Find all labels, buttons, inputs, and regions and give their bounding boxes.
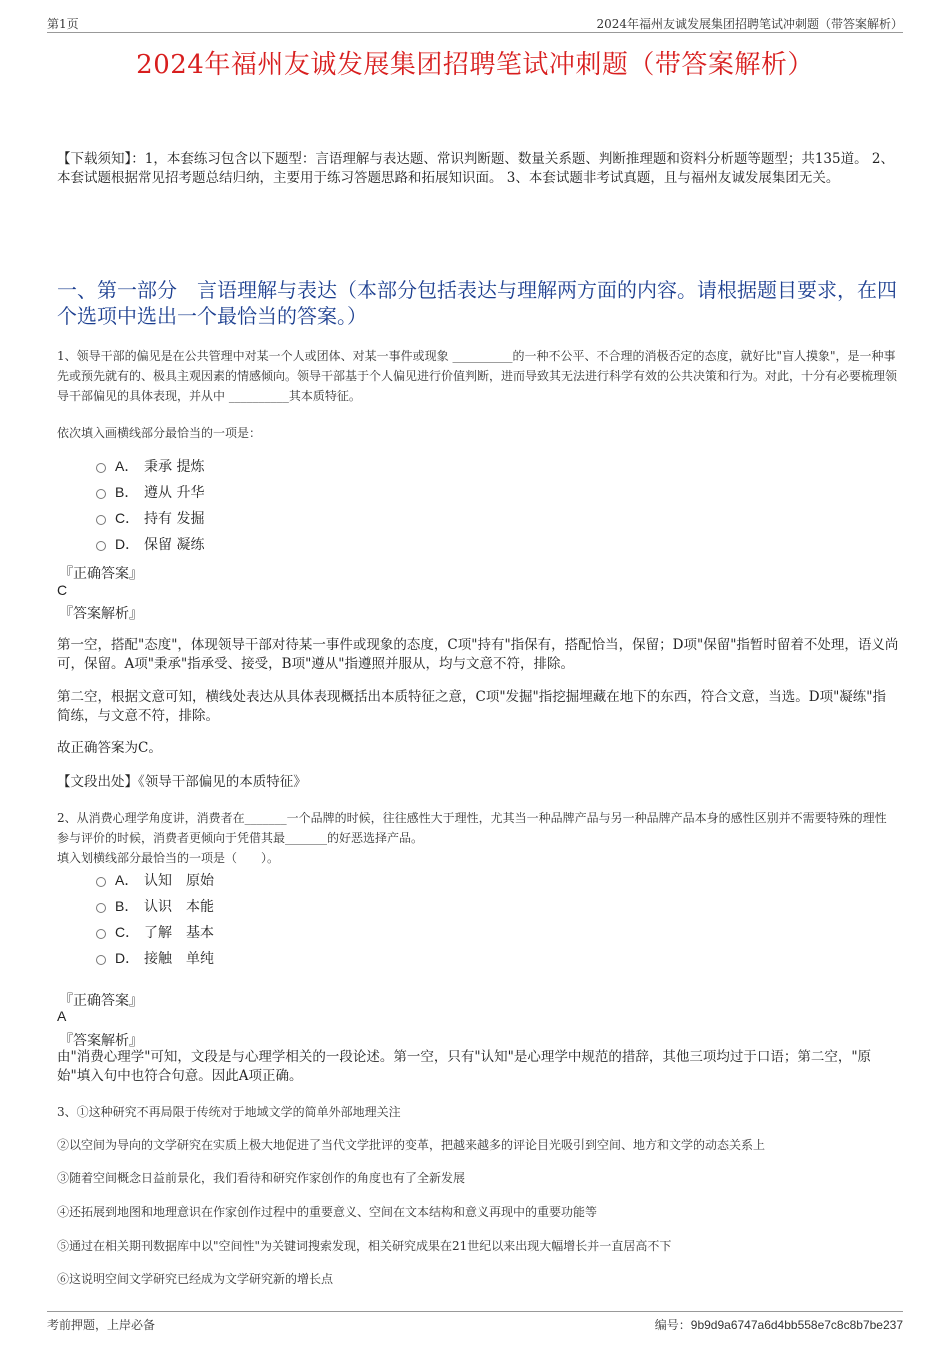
question-2-analysis-label: 『答案解析』 [59, 1033, 143, 1049]
question-1-answer-label: 『正确答案』 [59, 566, 143, 582]
option-letter: B． [115, 484, 139, 500]
option-text: 秉承 提炼 [144, 459, 205, 475]
question-2-option-d[interactable] [96, 945, 214, 971]
question-1-source: 【文段出处】《领导干部偏见的本质特征》 [57, 774, 307, 790]
question-3-item-5: ⑤通过在相关期刊数据库中以"空间性"为关键词搜索发现，相关研究成果在21世纪以来出现大幅增长并一直居高不下 [57, 1239, 672, 1253]
option-text: 保留 凝练 [144, 537, 205, 553]
question-1-option-d[interactable] [96, 531, 204, 557]
radio-button[interactable] [96, 541, 106, 551]
option-text: 了解 基本 [144, 925, 214, 941]
question-1-option-b[interactable] [96, 479, 204, 505]
option-text: 遵从 升华 [144, 485, 205, 501]
page-footer [47, 1311, 903, 1334]
radio-button[interactable] [96, 515, 106, 525]
question-1-option-a[interactable] [96, 453, 204, 479]
option-letter: A． [115, 872, 139, 888]
download-notice: 【下载须知】：1，本套练习包含以下题型：言语理解与表达题、常识判断题、数量关系题、判断推理题和资料分析题等题型；共135道。 2、本套试题根据常见招考题总结归纳，主要用于练习答题思路和拓展知识面。 3、本套试题非考试真题，且与福州友诚发展集团无关。 [57, 151, 894, 186]
question-2-option-a[interactable] [96, 867, 214, 893]
option-letter: D． [115, 536, 140, 552]
option-letter: A． [115, 458, 139, 474]
question-1-prompt: 依次填入画横线部分最恰当的一项是： [57, 426, 262, 440]
option-text: 认知 原始 [144, 873, 214, 889]
question-2-options [96, 867, 214, 971]
question-1-analysis-2: 第二空，根据文意可知，横线处表达从具体表现概括出本质特征之意，C项"发掘"指挖掘埋藏在地下的东西，符合文意，当选。D项"凝练"指简练，与文意不符，排除。 [57, 689, 886, 724]
document-title: 2024年福州友诚发展集团招聘笔试冲刺题（带答案解析） [136, 50, 814, 80]
question-1-options [96, 453, 204, 557]
question-2-text: 2、从消费心理学角度讲，消费者在_______一个品牌的时候，往往感性大于理性，尤其当一种品牌产品与另一种品牌产品本身的感性区别并不需要特殊的理性参与评价的时候，消费者更倾向于凭借其最_______的好恶选择产品。 [57, 811, 887, 845]
option-text: 持有 发掘 [144, 511, 205, 527]
question-3-item-2: ②以空间为导向的文学研究在实质上极大地促进了当代文学批评的变革，把越来越多的评论目光吸引到空间、地方和文学的动态关系上 [57, 1138, 766, 1152]
question-3-item-4: ④还拓展到地图和地理意识在作家创作过程中的重要意义、空间在文本结构和意义再现中的重要功能等 [57, 1205, 598, 1219]
question-1-analysis-3: 故正确答案为C。 [57, 740, 162, 756]
question-2-prompt: 填入划横线部分最恰当的一项是（ ）。 [57, 851, 280, 865]
radio-button[interactable] [96, 877, 106, 887]
page-number: 第1页 [47, 17, 79, 31]
radio-button[interactable] [96, 929, 106, 939]
option-letter: C． [115, 510, 140, 526]
option-letter: C． [115, 924, 140, 940]
question-2-answer-label: 『正确答案』 [59, 993, 143, 1009]
question-3-item-1: 3、①这种研究不再局限于传统对于地域文学的简单外部地理关注 [57, 1105, 401, 1119]
question-1-analysis-label: 『答案解析』 [59, 606, 143, 622]
question-1-text: 1、领导干部的偏见是在公共管理中对某一个人或团体、对某一事件或现象 __________的一种不公平、不合理的消极否定的态度，就好比"盲人摸象"，是一种事先或预先就有的、极具主观因素的情感倾向。领导干部基于个人偏见进行价值判断，进而导致其无法进行科学有效的公共决策和行为。对此，十分有必要梳理领导干部偏见的具体表现，并从中 __________其本质特征。 [57, 349, 898, 403]
footer-slogan: 考前押题，上岸必备 [47, 1318, 156, 1332]
question-3-item-6: ⑥这说明空间文学研究已经成为文学研究新的增长点 [57, 1272, 334, 1286]
question-2-option-c[interactable] [96, 919, 214, 945]
question-1-analysis-1: 第一空，搭配"态度"，体现领导干部对待某一事件或现象的态度，C项"持有"指保有，搭配恰当，保留；D项"保留"指暂时留着不处理，语义尚可，保留。A项"秉承"指承受、接受，B项"遵从"指遵照并服从，均与文意不符，排除。 [57, 637, 899, 672]
question-3-item-3: ③随着空间概念日益前景化，我们看待和研究作家创作的角度也有了全新发展 [57, 1171, 466, 1185]
option-text: 接触 单纯 [144, 951, 214, 967]
page-header [47, 14, 903, 33]
radio-button[interactable] [96, 955, 106, 965]
question-2-option-b[interactable] [96, 893, 214, 919]
option-letter: D． [115, 950, 140, 966]
question-2-analysis: 由"消费心理学"可知，文段是与心理学相关的一段论述。第一空，只有"认知"是心理学中规范的措辞，其他三项均过于口语；第二空，"原始"填入句中也符合句意。因此A项正确。 [57, 1049, 872, 1084]
question-1-answer: C [57, 582, 68, 598]
question-1-option-c[interactable] [96, 505, 204, 531]
radio-button[interactable] [96, 489, 106, 499]
document-id: 编号：9b9d9a6747a6d4bb558e7c8c8b7be237 [654, 1318, 903, 1332]
radio-button[interactable] [96, 903, 106, 913]
section-heading: 一、第一部分 言语理解与表达（本部分包括表达与理解两方面的内容。请根据题目要求，在四个选项中选出一个最恰当的答案。） [57, 278, 897, 328]
question-2-answer: A [57, 1008, 67, 1024]
radio-button[interactable] [96, 463, 106, 473]
option-text: 认识 本能 [144, 899, 214, 915]
header-title: 2024年福州友诚发展集团招聘笔试冲刺题（带答案解析） [596, 17, 903, 31]
option-letter: B． [115, 898, 139, 914]
